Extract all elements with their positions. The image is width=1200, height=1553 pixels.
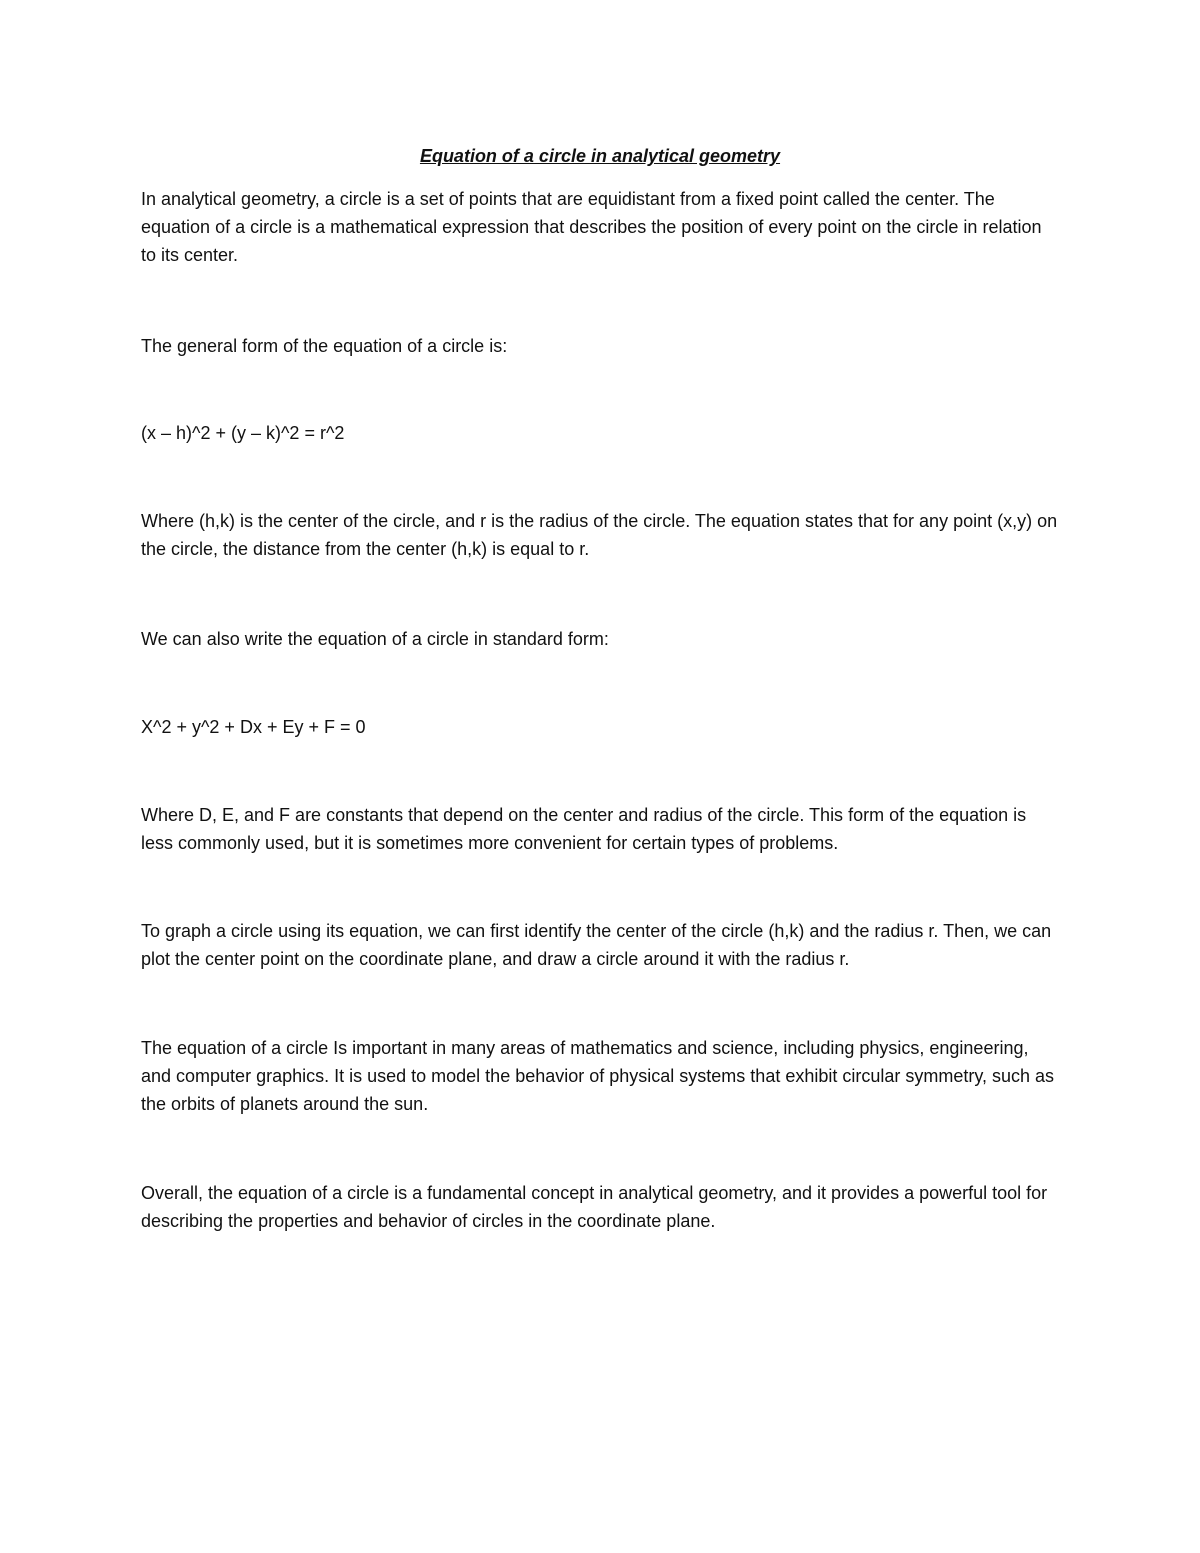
paragraph-constants: Where D, E, and F are constants that depend on the center and radius of the circle. This form of the equation is less commonly used, but it is sometimes more convenient for certain types of problems. — [141, 805, 1027, 853]
equation-standard-form: X^2 + y^2 + Dx + Ey + F = 0 — [141, 717, 366, 737]
paragraph-center-radius: Where (h,k) is the center of the circle, and r is the radius of the circle. The equation states that for any point (x,y) on the circle, the distance from the center (h,k) is equal to r. — [141, 511, 1058, 559]
document-title: Equation of a circle in analytical geometry — [419, 146, 781, 166]
paragraph-overall: Overall, the equation of a circle is a fundamental concept in analytical geometry, and it provides a powerful tool for describing the properties and behavior of circles in the coordinate plane. — [141, 1183, 1048, 1231]
equation-general-form: (x – h)^2 + (y – k)^2 = r^2 — [141, 423, 345, 443]
paragraph-general-form-intro: The general form of the equation of a circle is: — [141, 336, 508, 356]
paragraph-graphing: To graph a circle using its equation, we can first identify the center of the circle (h,k) and the radius r. Then, we can plot the center point on the coordinate plane, and draw a circle around it with the radius r. — [141, 921, 1052, 969]
paragraph-intro: In analytical geometry, a circle is a set of points that are equidistant from a fixed point called the center. The equation of a circle is a mathematical expression that describes the position of every point on the circle in relation to its center. — [141, 189, 1042, 265]
paragraph-importance: The equation of a circle Is important in many areas of mathematics and science, including physics, engineering, and computer graphics. It is used to model the behavior of physical systems that exhibit circular symmetry, such as the orbits of planets around the sun. — [141, 1038, 1055, 1114]
paragraph-standard-form-intro: We can also write the equation of a circle in standard form: — [141, 629, 609, 649]
